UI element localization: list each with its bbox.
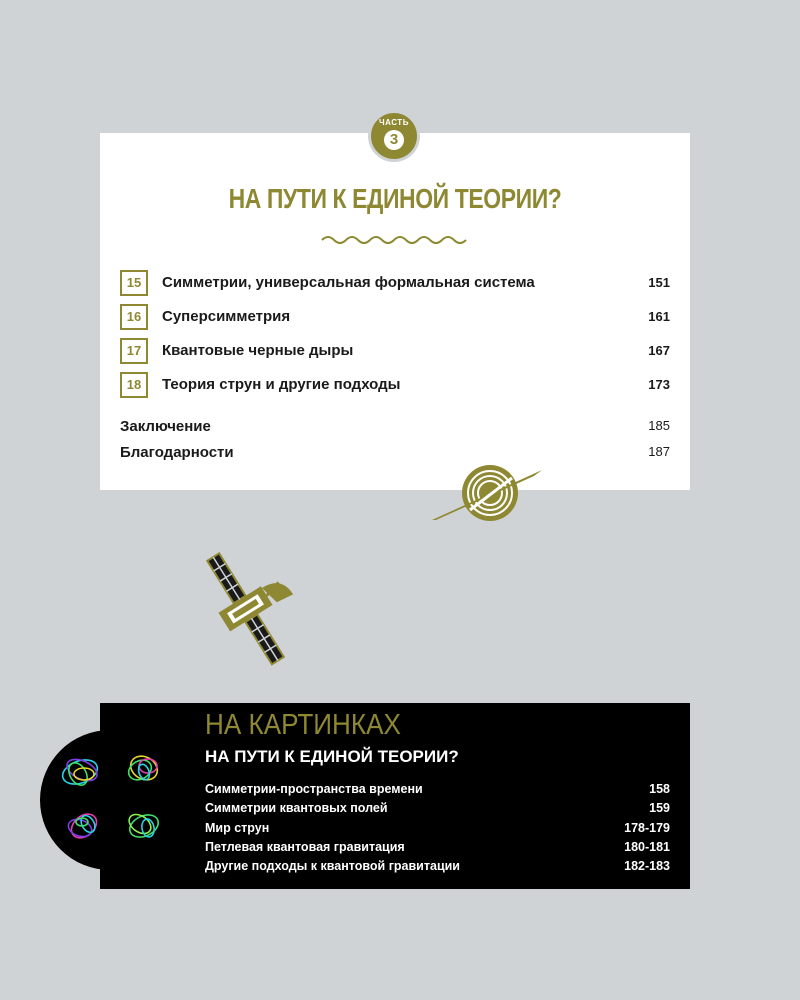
chapter-page: 167 <box>648 343 670 358</box>
pictures-panel <box>100 703 690 889</box>
picture-title: Петлевая квантовая гравитация <box>205 840 405 854</box>
planet-icon <box>430 462 546 524</box>
chapter-row[interactable] <box>120 304 670 332</box>
extra-page: 185 <box>648 418 670 433</box>
picture-row[interactable] <box>205 801 670 819</box>
picture-title: Другие подходы к квантовой гравитации <box>205 859 460 873</box>
picture-row[interactable] <box>205 782 670 800</box>
extra-row[interactable] <box>120 444 670 464</box>
picture-page: 158 <box>649 782 670 796</box>
chapter-row[interactable] <box>120 338 670 366</box>
chapter-number: 15 <box>120 270 148 296</box>
toc-card <box>100 133 690 490</box>
part-number: 3 <box>384 130 404 150</box>
picture-title: Мир струн <box>205 821 270 835</box>
picture-row[interactable] <box>205 859 670 877</box>
chapter-number: 18 <box>120 372 148 398</box>
knots-illustration <box>40 730 180 870</box>
chapter-page: 161 <box>648 309 670 324</box>
chapter-title: Квантовые черные дыры <box>162 342 354 359</box>
picture-row[interactable] <box>205 840 670 858</box>
chapter-page: 173 <box>648 377 670 392</box>
satellite-icon <box>175 540 315 675</box>
chapter-number: 16 <box>120 304 148 330</box>
wave-divider <box>320 233 470 247</box>
picture-page: 159 <box>649 801 670 815</box>
chapter-row[interactable] <box>120 270 670 298</box>
chapter-number: 17 <box>120 338 148 364</box>
picture-title: Симметрии квантовых полей <box>205 801 388 815</box>
part-word: ЧАСТЬ <box>379 118 409 127</box>
picture-row[interactable] <box>205 821 670 839</box>
pictures-subtitle: НА ПУТИ К ЕДИНОЙ ТЕОРИИ? <box>205 747 459 766</box>
chapter-title: Теория струн и другие подходы <box>162 376 401 393</box>
picture-page: 182-183 <box>624 859 670 873</box>
part-badge <box>368 110 420 162</box>
extra-title: Заключение <box>120 418 211 435</box>
extra-row[interactable] <box>120 418 670 438</box>
picture-title: Симметрии-пространства времени <box>205 782 423 796</box>
chapter-page: 151 <box>648 275 670 290</box>
pictures-title: НА КАРТИНКАХ <box>205 709 401 741</box>
knot-icon <box>40 730 180 870</box>
picture-page: 180-181 <box>624 840 670 854</box>
section-title: НА ПУТИ К ЕДИНОЙ ТЕОРИИ? <box>228 183 562 214</box>
chapter-title: Суперсимметрия <box>162 308 291 325</box>
chapter-title: Симметрии, универсальная формальная система <box>162 274 535 291</box>
extra-title: Благодарности <box>120 444 234 461</box>
chapter-row[interactable] <box>120 372 670 400</box>
extra-page: 187 <box>648 444 670 459</box>
picture-page: 178-179 <box>624 821 670 835</box>
